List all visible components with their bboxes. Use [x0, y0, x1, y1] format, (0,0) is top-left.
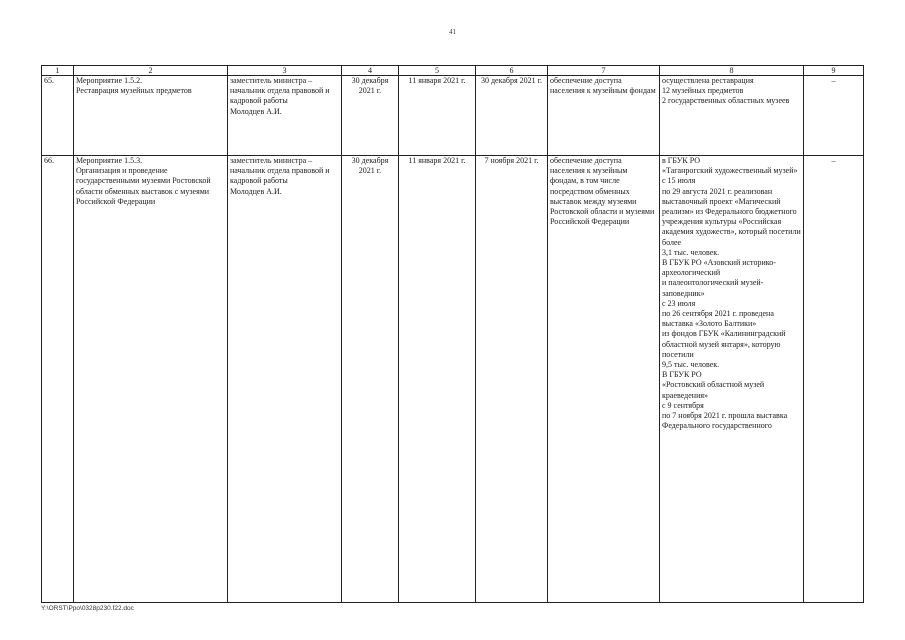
header-row — [42, 66, 864, 76]
row-number: 66. — [42, 156, 74, 603]
file-path-footer: Y:\ORST\Ppo\0328p230.f22.doc — [41, 605, 134, 612]
page-number: 41 — [449, 28, 456, 36]
col-header-7: 7 — [548, 66, 660, 76]
planned-start-cell: 30 декабря 2021 г. — [342, 76, 399, 156]
actual-result-cell: осуществлена реставрация 12 музейных предметов 2 государственных областных музеев — [660, 76, 804, 156]
planned-result-cell: обеспечение доступа населения к музейным фондам — [548, 76, 660, 156]
end-date-cell: 7 ноября 2021 г. — [476, 156, 548, 603]
actual-result-cell: в ГБУК РО «Таганрогский художественный музей» с 15 июля по 29 августа 2021 г. реализован выставочный проект «Магический реализм» из Федерального бюджетного учреждения культуры «Российская академия художеств», который посетили более 3,1 тыс. человек. В ГБУК РО «Азовский историко-археологический и палеонтологический музей-заповедник» с 23 июля по 26 сентября 2021 г. проведена выставка «Золото Балтики» из фондов ГБУК «Калининградский областной музей янтаря», которую посетили 9,5 тыс. человек. В ГБУК РО «Ростовский областной музей краеведения» с 9 сентября по 7 ноября 2021 г. прошла выставка Федерального государственного — [660, 156, 804, 603]
responsible-cell: заместитель министра – начальник отдела правовой и кадровой работы Молодцев А.И. — [228, 76, 342, 156]
problems-cell: – — [804, 156, 864, 603]
actual-start-cell: 11 января 2021 г. — [399, 76, 476, 156]
col-header-4: 4 — [342, 66, 399, 76]
event-cell: Мероприятие 1.5.3. Организация и проведение государственными музеями Ростовской области обменных выставок с музеями Российской Федерации — [74, 156, 228, 603]
planned-start-cell: 30 декабря 2021 г. — [342, 156, 399, 603]
col-header-3: 3 — [228, 66, 342, 76]
col-header-1: 1 — [42, 66, 74, 76]
col-header-8: 8 — [660, 66, 804, 76]
actual-start-cell: 11 января 2021 г. — [399, 156, 476, 603]
planned-result-cell: обеспечение доступа населения к музейным фондам, в том числе посредством обменных выставок между музеями Ростовской области и музеями Российской Федерации — [548, 156, 660, 603]
col-header-2: 2 — [74, 66, 228, 76]
table-row — [42, 76, 864, 156]
col-header-9: 9 — [804, 66, 864, 76]
event-cell: Мероприятие 1.5.2. Реставрация музейных предметов — [74, 76, 228, 156]
report-table — [41, 65, 864, 603]
col-header-5: 5 — [399, 66, 476, 76]
responsible-cell: заместитель министра – начальник отдела правовой и кадровой работы Молодцев А.И. — [228, 156, 342, 603]
table-row — [42, 156, 864, 603]
end-date-cell: 30 декабря 2021 г. — [476, 76, 548, 156]
row-number: 65. — [42, 76, 74, 156]
col-header-6: 6 — [476, 66, 548, 76]
problems-cell: – — [804, 76, 864, 156]
